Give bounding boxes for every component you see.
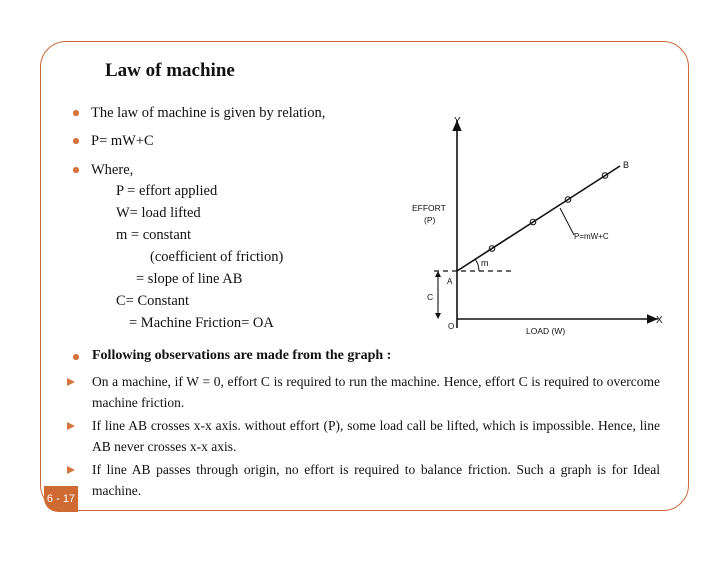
def-p: P = effort applied [116,183,218,199]
bullet-dot [73,354,79,360]
slope-angle-arc [476,260,480,272]
y-axis-label: EFFORT [412,203,446,213]
bullet-law-relation: The law of machine is given by relation, [91,105,326,121]
line-ab [457,166,620,271]
y-axis-label-sub: (P) [424,215,436,225]
bullet-dot [73,110,79,116]
page-number-badge: 6 - 17 [44,486,78,512]
equation-label: P=mW+C [574,232,609,241]
origin-label: O [448,322,455,331]
x-axis-letter: X [656,315,663,326]
arrow-bullet-icon [67,378,75,386]
def-m-slope: = slope of line AB [136,271,243,287]
slide-title: Law of machine [105,60,235,81]
observation-3: If line AB passes through origin, no effort is required to balance friction. Such a graph is for Ideal machine. [92,462,660,498]
observation-1: On a machine, if W = 0, effort C is required to run the machine. Hence, effort C is required to overcome machine friction. [92,374,660,410]
arrow-bullet-icon [67,422,75,430]
point-a-label: A [447,277,453,286]
def-m: m = constant [116,227,192,243]
law-of-machine-graph [400,108,690,348]
bullet-equation: P= mW+C [91,133,154,149]
bullet-dot [73,138,79,144]
x-axis-label: LOAD (W) [526,326,566,336]
intercept-label: C [427,292,434,302]
def-c: C= Constant [116,293,190,309]
y-axis-letter: Y [454,116,461,127]
def-c-friction: = Machine Friction= OA [129,315,274,331]
observations-heading: Following observations are made from the graph : [92,348,392,363]
dimension-arrow-top [435,271,441,277]
equation-leader [560,208,574,235]
def-w: W= load lifted [116,205,201,221]
point-b-label: B [623,160,630,170]
slope-label: m [481,258,489,268]
def-m-note: (coefficient of friction) [150,249,284,265]
bullet-dot [73,167,79,173]
dimension-arrow-bottom [435,313,441,319]
bullet-where: Where, [91,162,134,178]
observation-2: If line AB crosses x-x axis. without effort (P), some load call be lifted, which is impossible. Hence, line AB never crosses x-x axis. [92,418,660,454]
arrow-bullet-icon [67,466,75,474]
